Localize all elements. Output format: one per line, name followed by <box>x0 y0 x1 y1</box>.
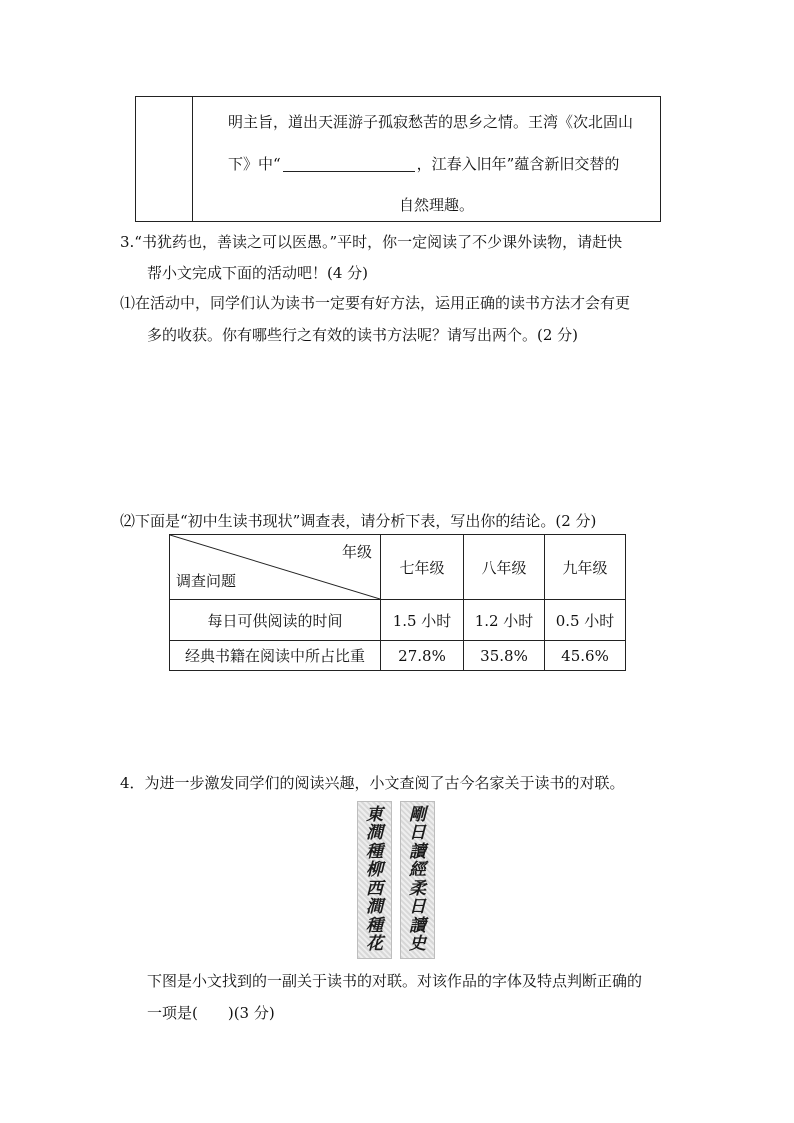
column-header: 八年级 <box>464 535 545 600</box>
survey-row <box>170 600 626 641</box>
couplet-char: 澗 <box>366 897 383 918</box>
table-cell: 0.5 小时 <box>545 600 626 641</box>
q4-line-3: 一项是( )(3 分) <box>147 1004 275 1022</box>
couplet-char: 花 <box>366 934 383 955</box>
q3-1-line-1: ⑴在活动中，同学们认为读书一定要有好方法，运用正确的读书方法才会有更 <box>120 294 631 312</box>
fill-blank[interactable] <box>283 156 415 172</box>
column-header: 七年级 <box>381 535 464 600</box>
couplet-image <box>357 801 436 959</box>
box-line-2 <box>228 153 619 174</box>
answer-box <box>135 96 661 222</box>
corner-bottom-label: 调查问题 <box>176 572 237 590</box>
corner-top-label: 年级 <box>341 543 372 561</box>
couplet-char: 史 <box>409 934 426 955</box>
q3-2-line-1: ⑵下面是“初中生读书现状”调查表，请分析下表，写出你的结论。(2 分) <box>120 512 597 530</box>
row-label: 经典书籍在阅读中所占比重 <box>170 641 381 671</box>
survey-header-row <box>170 535 626 600</box>
table-cell: 45.6% <box>545 641 626 671</box>
box-line-1: 明主旨，道出天涯游子孤寂愁苦的思乡之情。王湾《次北固山 <box>228 113 634 131</box>
survey-table <box>169 534 626 671</box>
couplet-char: 西 <box>366 878 383 899</box>
couplet-char: 柔 <box>409 878 426 899</box>
couplet-char: 種 <box>366 841 383 862</box>
couplet-char: 日 <box>409 897 426 918</box>
couplet-right-scroll <box>400 801 435 959</box>
corner-cell <box>170 535 381 600</box>
couplet-char: 讀 <box>409 915 426 936</box>
column-header: 九年级 <box>545 535 626 600</box>
q4-line-1: 4．为进一步激发同学们的阅读兴趣，小文查阅了古今名家关于读书的对联。 <box>120 774 625 792</box>
couplet-char: 澗 <box>366 823 383 844</box>
couplet-left-scroll <box>357 801 392 959</box>
box-divider <box>192 97 193 221</box>
table-cell: 1.2 小时 <box>464 600 545 641</box>
couplet-char: 東 <box>366 804 383 825</box>
q3-line-1: 3.“书犹药也，善读之可以医愚。”平时，你一定阅读了不少课外读物，请赶快 <box>120 233 623 251</box>
couplet-char: 剛 <box>409 804 426 825</box>
q3-line-2: 帮小文完成下面的活动吧！(4 分) <box>147 264 369 282</box>
couplet-char: 經 <box>409 860 426 881</box>
q3-1-line-2: 多的收获。你有哪些行之有效的读书方法呢？请写出两个。(2 分) <box>147 326 579 344</box>
box-line-2-post: ，江春入旧年”蕴含新旧交替的 <box>416 155 620 173</box>
survey-row <box>170 641 626 671</box>
couplet-char: 種 <box>366 915 383 936</box>
box-line-3: 自然理趣。 <box>399 196 475 214</box>
couplet-char: 讀 <box>409 841 426 862</box>
couplet-char: 柳 <box>366 860 383 881</box>
table-cell: 27.8% <box>381 641 464 671</box>
couplet-char: 日 <box>409 823 426 844</box>
row-label: 每日可供阅读的时间 <box>170 600 381 641</box>
table-cell: 1.5 小时 <box>381 600 464 641</box>
box-line-2-pre: 下》中“ <box>228 155 281 173</box>
table-cell: 35.8% <box>464 641 545 671</box>
q4-line-2: 下图是小文找到的一副关于读书的对联。对该作品的字体及特点判断正确的 <box>147 972 643 990</box>
